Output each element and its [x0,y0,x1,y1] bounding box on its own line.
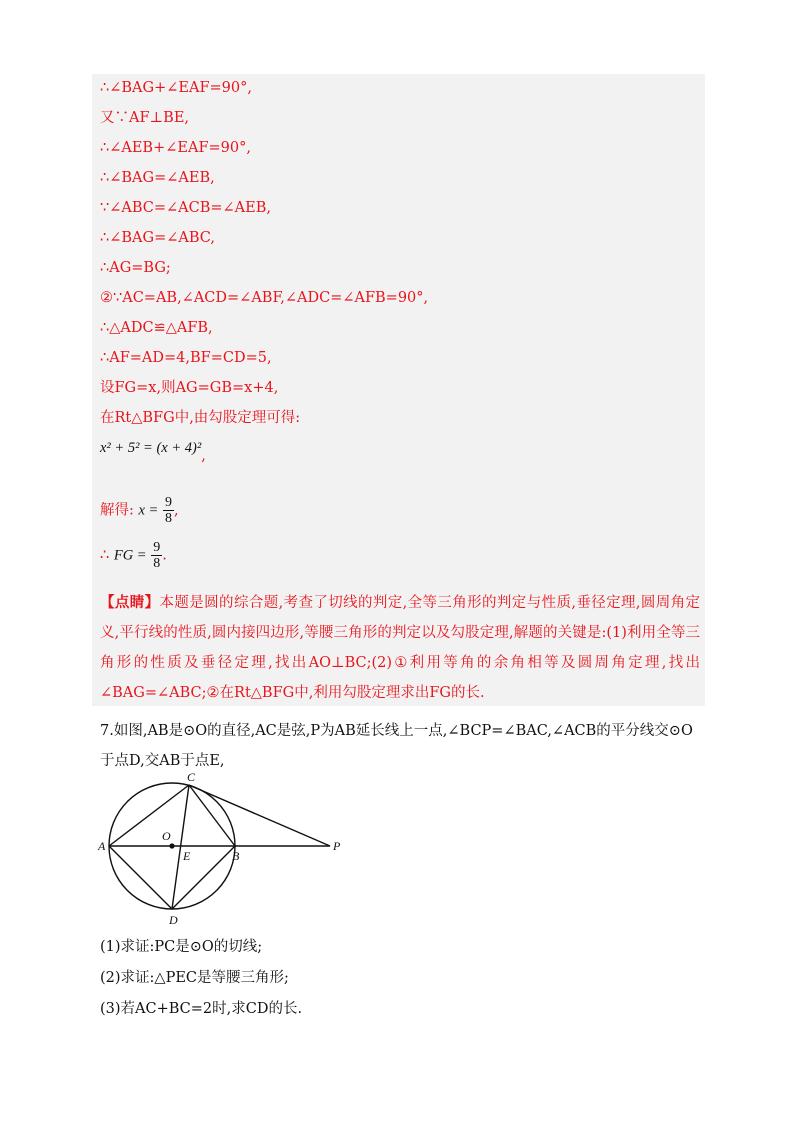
fraction-numerator: 9 [153,540,161,555]
fraction [151,540,162,571]
solution-line: ∴AG=BG; [100,260,171,276]
therefore-symbol: ∴ [100,547,110,564]
solve-comma: , [173,502,179,519]
fraction-numerator: 9 [164,495,172,510]
segment-ad [109,846,172,909]
solution-line: 在Rt△BFG中,由勾股定理可得: [100,410,301,426]
segment-cd [172,785,189,909]
solution-line: ∵∠ABC=∠ACB=∠AEB, [100,200,272,216]
label-o: O [162,829,171,843]
label-b: B [232,849,240,863]
sub-question: (1)求证:PC是⊙O的切线; [100,939,263,955]
solve-line [100,495,179,526]
equation-line [100,438,206,464]
solution-line: ∴△ADC≌△AFB, [100,320,213,336]
segment-cp [189,785,330,846]
conclusion-line [100,540,167,571]
fraction-denominator: 8 [153,556,161,571]
label-e: E [183,849,191,863]
label-c: C [187,770,196,784]
comment-paragraph [100,588,700,708]
solution-line: ∴∠BAG=∠ABC, [100,230,215,246]
solution-line: ∴∠AEB+∠EAF=90°, [100,140,251,156]
solution-line: ②∵AC=AB,∠ACD=∠ABF,∠ADC=∠AFB=90°, [100,290,429,306]
label-d: D [169,913,178,927]
sub-question: (2)求证:△PEC是等腰三角形; [100,970,289,986]
fraction [163,495,174,526]
conclusion-variable: FG = [113,547,147,564]
question-text: 7.如图,AB是⊙O的直径,AC是弦,P为AB延长线上一点,∠BCP=∠BAC,∠ACB的平分线交⊙O于点D,交AB于点E, [100,723,693,769]
geometry-figure [92,745,357,930]
solve-variable: x = [138,502,159,519]
equation: x² + 5² = (x + 4)² [100,440,202,456]
solution-line: 设FG=x,则AG=GB=x+4, [100,380,279,396]
segment-bd [172,846,235,909]
segment-ac [109,785,189,846]
sub-question: (3)若AC+BC=2时,求CD的长. [100,1001,303,1017]
center-point [169,843,174,848]
comment-tag: 【点睛】 [100,594,160,611]
equation-comma: , [201,448,206,464]
solution-line: ∴∠BAG=∠AEB, [100,170,215,186]
solution-line: 又∵AF⊥BE, [100,110,190,126]
label-a: A [98,839,106,853]
comment-text: 本题是圆的综合题,考查了切线的判定,全等三角形的判定与性质,垂径定理,圆周角定义,平行线的性质,圆内接四边形,等腰三角形的判定以及勾股定理,解题的关键是:(1)利用全等三角形的性质及垂径定理,找出AO⊥BC;(2)①利用等角的余角相等及圆周角定理,找出∠BAG=∠ABC;②在Rt△BFG中,利用勾股定理求出FG的长. [100,595,700,701]
label-p: P [333,839,341,853]
solve-prefix: 解得: [100,502,134,519]
segment-cb [189,785,235,846]
solution-line: ∴AF=AD=4,BF=CD=5, [100,350,272,366]
fraction-denominator: 8 [164,511,172,526]
conclusion-period: . [162,547,167,564]
solution-line: ∴∠BAG+∠EAF=90°, [100,80,252,96]
